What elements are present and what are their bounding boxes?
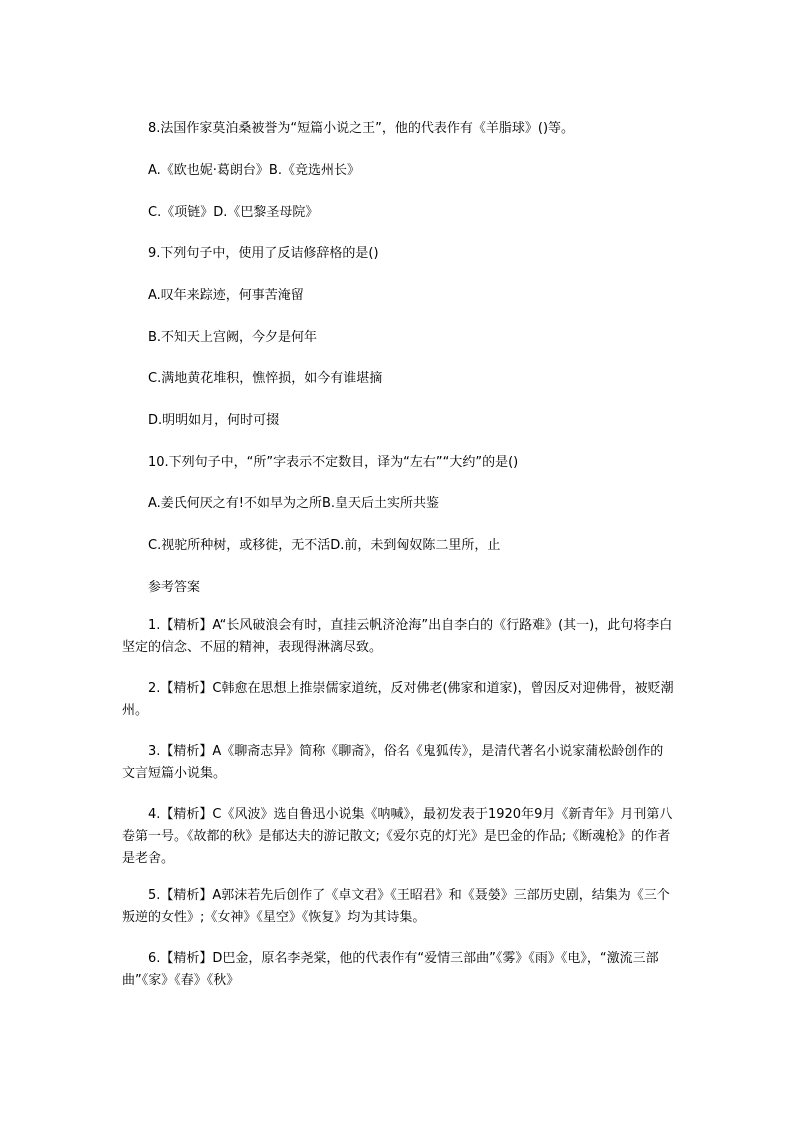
question-8-options-ab: A.《欧也妮·葛朗台》B.《竞选州长》 xyxy=(148,163,360,178)
question-9-option-a: A.叹年来踪迹，何事苦淹留 xyxy=(148,288,304,303)
answer-6: 6.【精析】D巴金，原名李尧棠，他的代表作有“爱情三部曲”《雾》《雨》《电》，“激流三部曲”《家》《春》《秋》 xyxy=(122,951,659,988)
question-10-options-ab: A.姜氏何厌之有!不如早为之所B.皇天后土实所共鉴 xyxy=(148,496,440,511)
question-9-option-c: C.满地黄花堆积，憔悴损，如今有谁堪摘 xyxy=(148,371,383,386)
answer-5: 5.【精析】A郭沫若先后创作了《卓文君》《王昭君》和《聂嫈》三部历史剧，结集为《三个叛逆的女性》;《女神》《星空》《恢复》均为其诗集。 xyxy=(122,888,670,925)
answers-heading: 参考答案 xyxy=(148,580,201,595)
answer-4: 4.【精析】C《风波》选自鲁迅小说集《呐喊》，最初发表于1920年9月《新青年》月刊第八卷第一号。《故都的秋》是郁达夫的游记散文;《爱尔克的灯光》是巴金的作品;《断魂枪》的作者是老舍。 xyxy=(122,807,673,866)
question-9-option-b: B.不知天上宫阙，今夕是何年 xyxy=(148,330,318,345)
question-8-stem: 8.法国作家莫泊桑被誉为“短篇小说之王”，他的代表作有《羊脂球》()等。 xyxy=(148,121,575,136)
answer-3: 3.【精析】A《聊斋志异》简称《聊斋》，俗名《鬼狐传》，是清代著名小说家蒲松龄创作的文言短篇小说集。 xyxy=(122,744,664,781)
answer-2: 2.【精析】C韩愈在思想上推崇儒家道统，反对佛老(佛家和道家)，曾因反对迎佛骨，被贬潮州。 xyxy=(122,681,674,718)
question-10-stem: 10.下列句子中，“所”字表示不定数目，译为“左右”“大约”的是() xyxy=(148,455,519,470)
question-9-stem: 9.下列句子中，使用了反诘修辞格的是() xyxy=(148,246,379,261)
question-9-option-d: D.明明如月，何时可掇 xyxy=(148,413,280,428)
answer-1: 1.【精析】A“长风破浪会有时，直挂云帆济沧海”出自李白的《行路难》(其一)，此句将李白坚定的信念、不屈的精神，表现得淋漓尽致。 xyxy=(122,618,673,655)
question-10-options-cd: C.视驼所种树，或移徙，无不活D.前，未到匈奴陈二里所，止 xyxy=(148,538,501,553)
question-8-options-cd: C.《项链》D.《巴黎圣母院》 xyxy=(148,205,319,220)
